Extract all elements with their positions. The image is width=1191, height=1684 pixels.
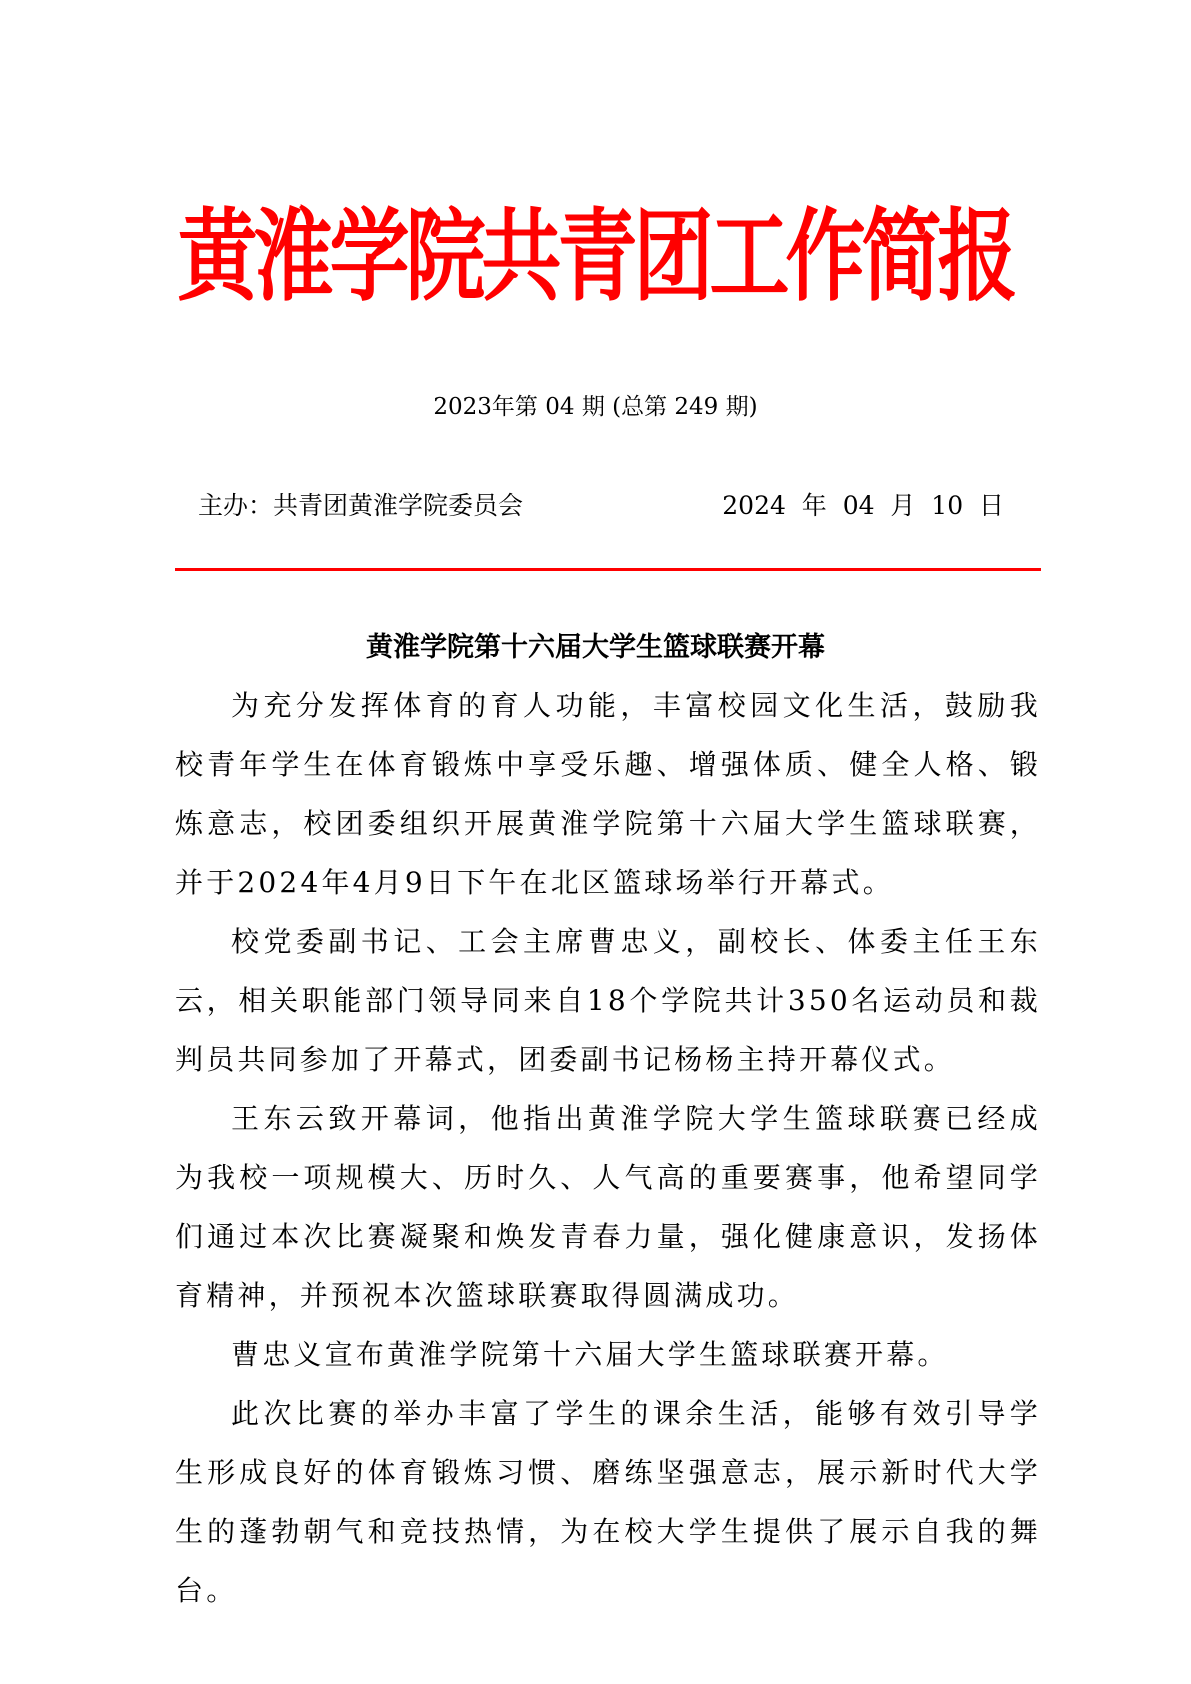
issue-number: 2023年第 04 期 (总第 249 期) [433, 394, 758, 420]
article-body [175, 676, 1041, 1620]
sponsor-line: 主办：共青团黄淮学院委员会 [198, 491, 524, 520]
masthead-title: 黄淮学院共青团工作简报 [177, 198, 1014, 315]
article-paragraph: 曹忠义宣布黄淮学院第十六届大学生篮球联赛开幕。 [231, 1338, 949, 1371]
article-paragraph: 为充分发挥体育的育人功能，丰富校园文化生活，鼓励我校青年学生在体育锻炼中享受乐趣、增强体质、健全人格、锻炼意志，校团委组织开展黄淮学院第十六届大学生篮球联赛，并于2024年4月9日下午在北区篮球场举行开幕式。 [175, 689, 1041, 899]
article-paragraph: 校党委副书记、工会主席曹忠义，副校长、体委主任王东云，相关职能部门领导同来自18个学院共计350名运动员和裁判员共同参加了开幕式，团委副书记杨杨主持开幕仪式。 [175, 925, 1041, 1076]
header-divider [175, 568, 1041, 571]
article-paragraph: 此次比赛的举办丰富了学生的课余生活，能够有效引导学生形成良好的体育锻炼习惯、磨练坚强意志，展示新时代大学生的蓬勃朝气和竞技热情，为在校大学生提供了展示自我的舞台。 [175, 1397, 1041, 1607]
article-paragraph: 王东云致开幕词，他指出黄淮学院大学生篮球联赛已经成为我校一项规模大、历时久、人气高的重要赛事，他希望同学们通过本次比赛凝聚和焕发青春力量，强化健康意识，发扬体育精神，并预祝本次篮球联赛取得圆满成功。 [175, 1102, 1041, 1312]
article-title: 黄淮学院第十六届大学生篮球联赛开幕 [366, 632, 825, 663]
publish-date: 2024 年 04 月 10 日 [722, 491, 1004, 520]
